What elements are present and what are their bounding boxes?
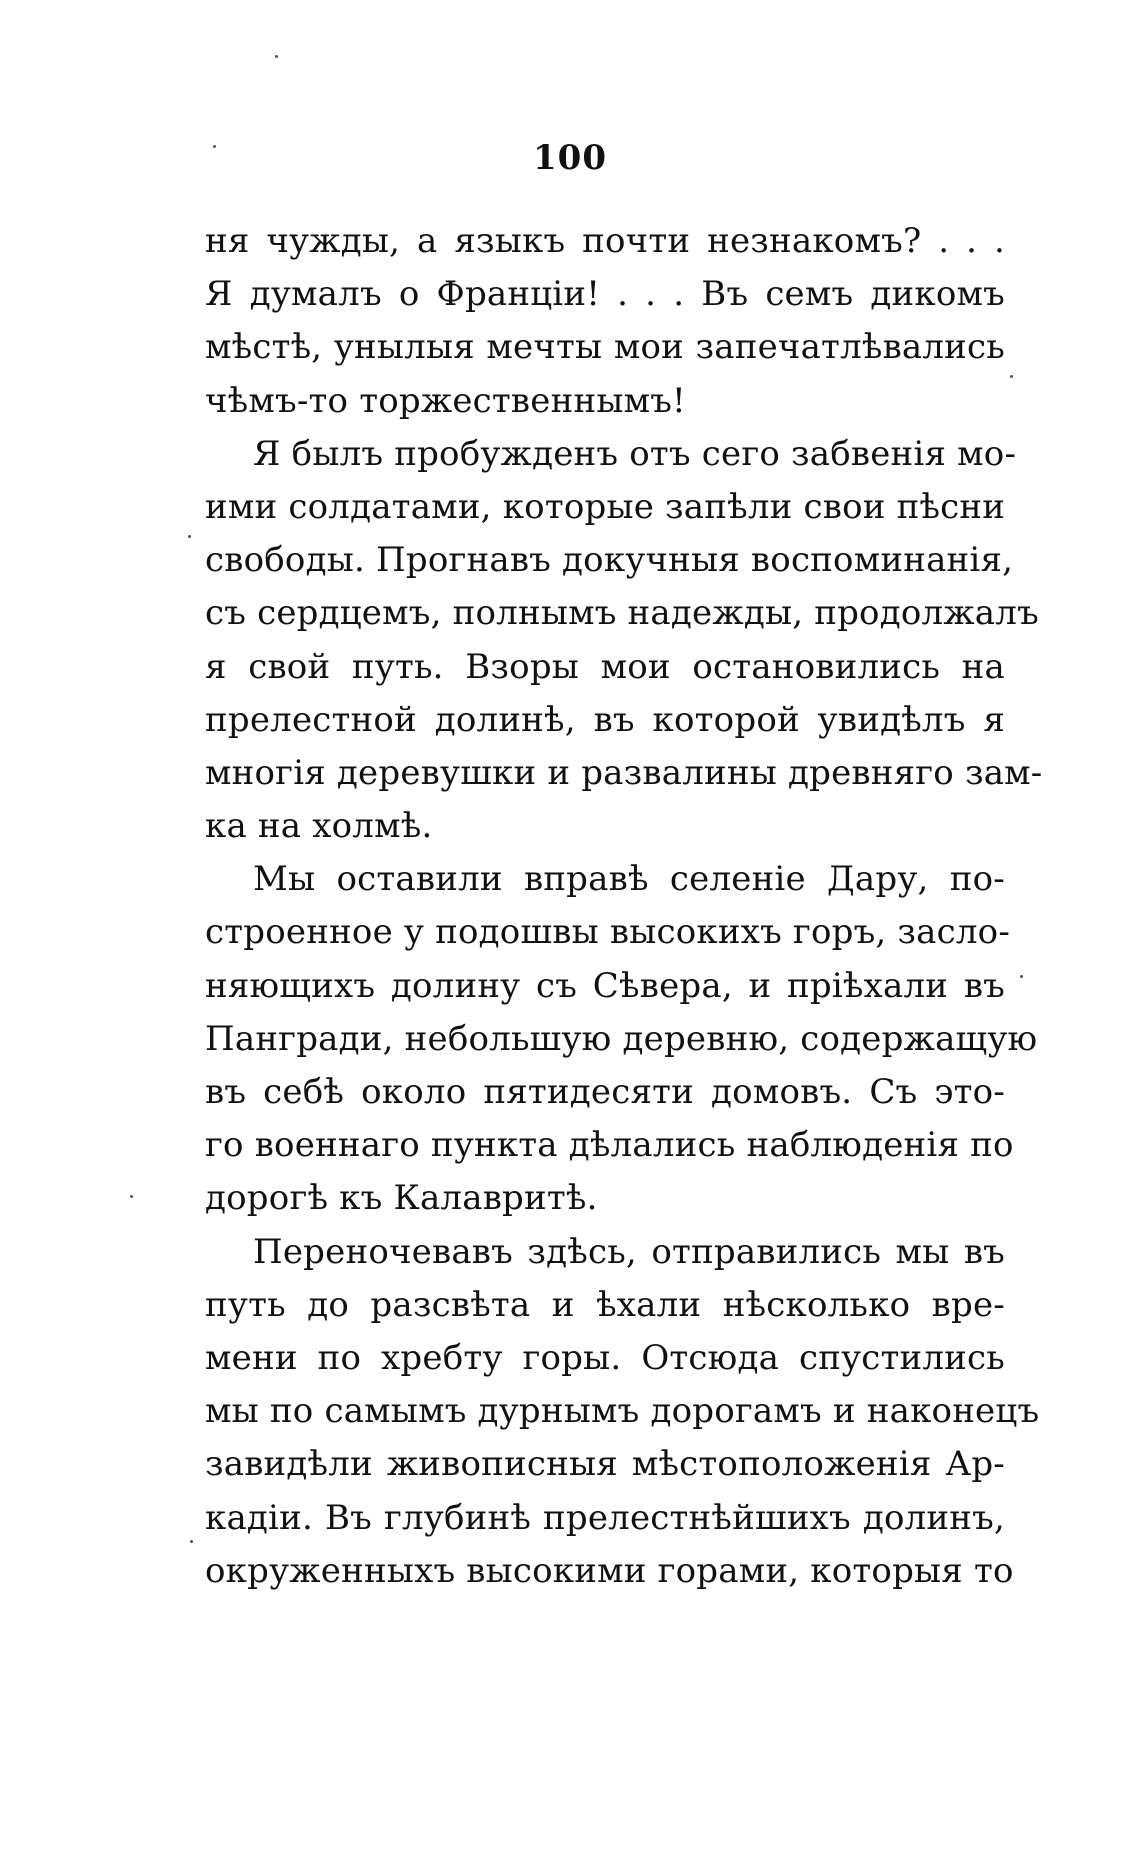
scan-speck bbox=[1020, 975, 1023, 978]
paragraph bbox=[205, 428, 1043, 854]
text-line: кадіи. Въ глубинѣ прелестнѣйшихъ долинъ, bbox=[205, 1497, 1005, 1538]
text-line: ими солдатами, которые запѣли свои пѣсни bbox=[205, 486, 1006, 527]
text-line: многія деревушки и развалины древняго зам- bbox=[205, 752, 1043, 793]
text-line: прелестной долинѣ, въ которой увидѣлъ я bbox=[205, 699, 1005, 740]
scan-speck bbox=[188, 535, 191, 538]
text-line: мени по хребту горы. Отсюда спустились bbox=[205, 1337, 1005, 1378]
text-line: съ сердцемъ, полнымъ надежды, продолжалъ bbox=[205, 593, 1039, 634]
text-line: завидѣли живописныя мѣстоположенія Ар- bbox=[205, 1444, 1005, 1485]
page-text bbox=[205, 215, 1043, 1598]
text-line: мы по самымъ дурнымъ дорогамъ и наконецъ bbox=[205, 1391, 1040, 1432]
paragraph bbox=[205, 1226, 1040, 1598]
paragraph bbox=[205, 853, 1038, 1225]
text-line: свободы. Прогнавъ докучныя воспоминанія, bbox=[205, 540, 1014, 581]
paragraph bbox=[205, 215, 1005, 428]
text-line: Переночевавъ здѣсь, отправились мы въ bbox=[253, 1231, 1005, 1272]
text-line: ка на холмѣ. bbox=[205, 806, 433, 847]
text-line: го военнаго пункта дѣлались наблюденія по bbox=[205, 1125, 1014, 1166]
text-line: мѣстѣ, унылыя мечты мои запечатлѣвались bbox=[205, 327, 1005, 368]
text-line: ня чужды, а языкъ почти незнакомъ? . . . bbox=[205, 221, 1005, 261]
scan-speck bbox=[130, 1195, 133, 1198]
text-line: строенное у подошвы высокихъ горъ, засло- bbox=[205, 912, 1011, 953]
text-line: няющихъ долину съ Сѣвера, и пріѣхали въ bbox=[205, 965, 1005, 1006]
text-line: Я былъ пробужденъ отъ сего забвенія мо- bbox=[253, 433, 1017, 474]
text-line: я свой путь. Взоры мои остановились на bbox=[205, 646, 1005, 687]
page-number: 100 bbox=[533, 138, 607, 178]
text-line: путь до разсвѣта и ѣхали нѣсколько вре- bbox=[205, 1284, 1005, 1325]
scan-speck bbox=[190, 1540, 193, 1543]
text-line: дорогѣ къ Калавритѣ. bbox=[205, 1178, 598, 1219]
scan-speck bbox=[1010, 375, 1013, 378]
text-line: Я думалъ о Франціи! . . . Въ семъ дикомъ bbox=[205, 274, 1005, 315]
text-line: Пангради, небольшую деревню, содержащую bbox=[205, 1018, 1038, 1059]
scan-speck bbox=[213, 145, 216, 148]
text-line: окруженныхъ высокими горами, которыя то bbox=[205, 1550, 1014, 1591]
scan-speck bbox=[275, 55, 278, 58]
text-line: въ себѣ около пятидесяти домовъ. Съ это- bbox=[205, 1072, 1005, 1112]
text-line: чѣмъ-то торжественнымъ! bbox=[205, 380, 686, 421]
text-line: Мы оставили вправѣ селеніе Дару, по- bbox=[253, 859, 1005, 900]
